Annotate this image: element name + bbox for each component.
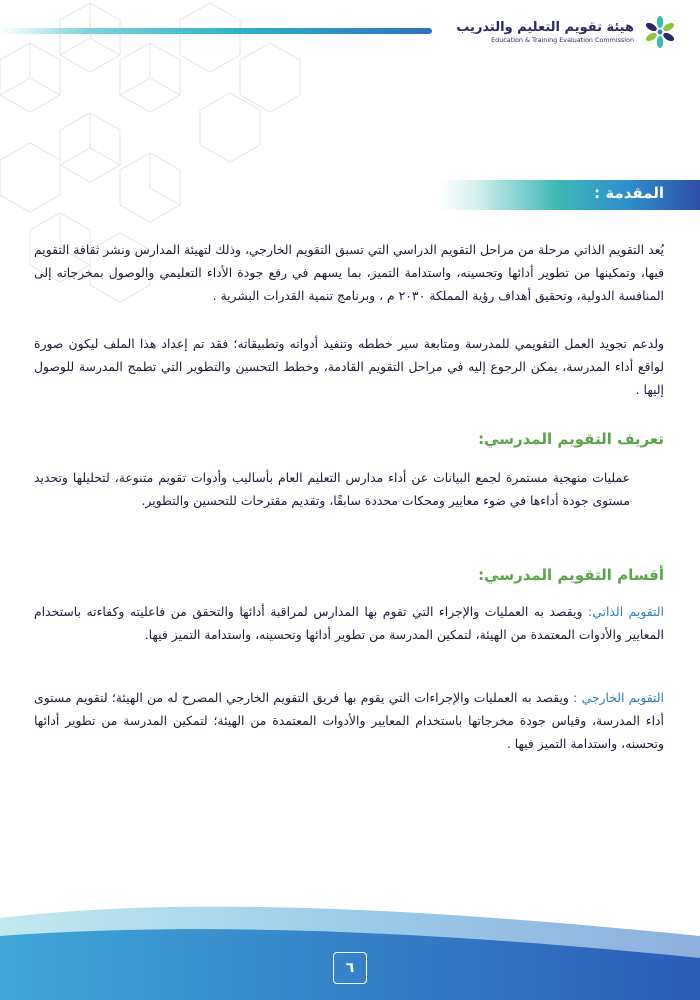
logo-text <box>456 19 634 45</box>
self-evaluation-text: ويقصد به العمليات والإجراء التي تقوم بها المدارس لمراقبة أدائها والتحقق من فاعليته وكفاءته باستخدام المعايير والأدوات المعتمدة من الهيئة، لتمكين المدرسة من تطوير أدائها وتحسينه، واستدامة التميز فيها. <box>34 604 664 642</box>
sections-heading: أقسام التقويم المدرسي: <box>478 566 664 584</box>
page-number: ٦ <box>333 952 367 984</box>
external-evaluation-text: ويقصد به العمليات والإجراءات التي يقوم بها فريق التقويم الخارجي المصرح له من الهيئة؛ لتقويم مستوى أداء المدرسة، وقياس جودة مخرجاتها باستخدام المعايير والأدوات المعتمدة من الهيئة؛ لتمكين المدرسة من تطوير أدائها وتحسنه، واستدامة التميز فيها . <box>34 690 664 751</box>
logo-leaf-icon <box>642 14 678 50</box>
footer-wave <box>0 900 700 1000</box>
self-evaluation-paragraph <box>34 600 664 646</box>
logo-name-arabic: هيئة تقويم التعليم والتدريب <box>456 20 634 35</box>
definition-paragraph: عمليات منهجية مستمرة لجمع البيانات عن أداء مدارس التعليم العام بأساليب وأدوات تقويم متنوعة، لتحليلها وتحديد مستوى جودة أداءها في ضوء معايير ومحكات محددة سابقًا، وتقديم مقترحات للتحسين والتطوير. <box>34 470 630 508</box>
org-logo <box>456 14 678 50</box>
external-evaluation-paragraph <box>34 686 664 755</box>
intro-title: المقدمة : <box>594 184 664 202</box>
intro-paragraph-1: يُعد التقويم الذاتي مرحلة من مراحل التقويم الدراسي التي تسبق التقويم الخارجي، وذلك لتهيئة المدارس ونشر ثقافة التقويم فيها، وتمكينها من تطوير أدائها وتحسينه، واستدامة التميز، بما يسهم في رفع جودة الأداء التعليمي والوصول بمخرجاته إلى المنافسة الدولية، وتحقيق أهداف رؤية المملكة ٢٠٣٠ م ، وبرنامج تنمية القدرات البشرية . <box>34 242 664 303</box>
self-evaluation-term: التقويم الذاتي: <box>588 604 664 619</box>
header-gradient-bar <box>0 28 432 34</box>
intro-paragraph-2: ولدعم تجويد العمل التقويمي للمدرسة ومتابعة سير خططه وتنفيذ أدواته وتطبيقاته؛ فقد تم إعداد هذا الملف ليكون صورة لواقع أداء المدرسة، يمكن الرجوع إليه في مراحل التقويم القادمة، وخطط التحسين والتطوير التي تطمح المدرسة للوصول إليها . <box>34 336 664 397</box>
logo-name-english: Education & Training Evaluation Commission <box>491 36 634 44</box>
definition-heading: تعريف التقويم المدرسي: <box>478 430 664 448</box>
external-evaluation-term: التقويم الخارجي : <box>573 690 664 705</box>
